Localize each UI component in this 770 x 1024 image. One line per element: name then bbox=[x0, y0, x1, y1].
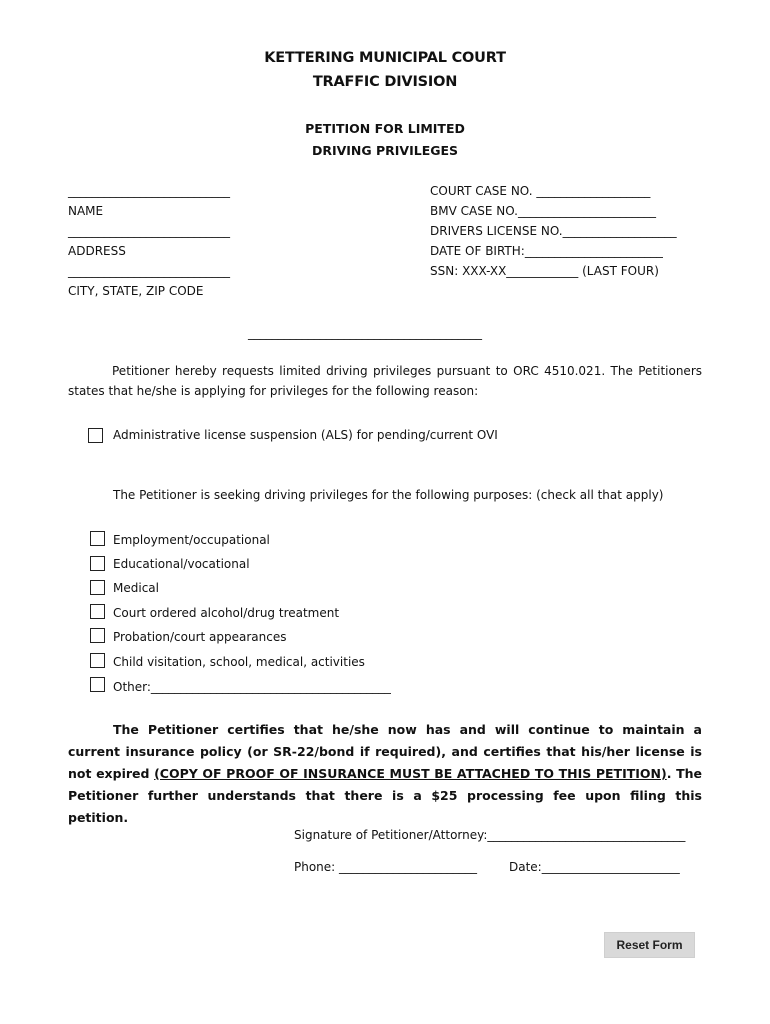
insurance-certification bbox=[68, 719, 702, 829]
insurance-text-part2: . The Petitioner further understands that there is a $25 processing fee upon filing this petition. bbox=[68, 766, 702, 825]
drivers-license-field[interactable]: DRIVERS LICENSE NO.___________________ bbox=[430, 224, 677, 238]
date-field[interactable]: Date:_______________________ bbox=[509, 860, 680, 874]
child-visitation-checkbox[interactable] bbox=[90, 653, 105, 668]
form-title-line2: DRIVING PRIVILEGES bbox=[311, 143, 459, 158]
bmv-case-field[interactable]: BMV CASE NO._______________________ bbox=[430, 204, 656, 218]
date-of-birth-field[interactable]: DATE OF BIRTH:_______________________ bbox=[430, 244, 663, 258]
petition-paragraph: Petitioner hereby requests limited driving privileges pursuant to ORC 4510.021. The Petitioners states that he/she is applying for privileges for the following reason: bbox=[68, 364, 702, 398]
address-label: ADDRESS bbox=[68, 244, 126, 258]
court-case-field[interactable]: COURT CASE NO. ___________________ bbox=[430, 184, 651, 198]
purpose-label: Probation/court appearances bbox=[113, 630, 287, 644]
division-name: TRAFFIC DIVISION bbox=[312, 74, 458, 90]
form-title-line1: PETITION FOR LIMITED bbox=[305, 121, 465, 136]
insurance-proof-notice: (COPY OF PROOF OF INSURANCE MUST BE ATTACHED TO THIS PETITION) bbox=[154, 766, 667, 781]
purpose-label: Child visitation, school, medical, activities bbox=[113, 655, 365, 669]
als-checkbox[interactable] bbox=[88, 428, 103, 443]
ssn-field[interactable]: SSN: XXX-XX____________ (LAST FOUR) bbox=[430, 264, 659, 278]
city-field-line[interactable]: ___________________________ bbox=[68, 264, 230, 278]
purpose-label: Medical bbox=[113, 581, 159, 595]
purpose-label: Court ordered alcohol/drug treatment bbox=[113, 606, 340, 620]
purpose-label: Educational/vocational bbox=[113, 557, 250, 571]
court-name: KETTERING MUNICIPAL COURT bbox=[264, 50, 506, 66]
purpose-label: Employment/occupational bbox=[113, 533, 270, 547]
signature-field[interactable]: Signature of Petitioner/Attorney:_________________________________ bbox=[294, 828, 686, 842]
name-field-line[interactable]: ___________________________ bbox=[68, 184, 230, 198]
name-label: NAME bbox=[68, 204, 104, 218]
city-state-zip-label: CITY, STATE, ZIP CODE bbox=[68, 284, 204, 298]
other-checkbox[interactable] bbox=[90, 677, 105, 692]
educational-checkbox[interactable] bbox=[90, 556, 105, 571]
employment-checkbox[interactable] bbox=[90, 531, 105, 546]
phone-field[interactable]: Phone: _______________________ bbox=[294, 860, 478, 874]
purposes-intro: The Petitioner is seeking driving privileges for the following purposes: (check all that apply) bbox=[113, 488, 664, 502]
separator-line: _______________________________________ bbox=[248, 326, 482, 340]
insurance-text-part1: The Petitioner certifies that he/she now has and will continue to maintain a current insurance policy (or SR-22/bond if required), and certifies that his/her license is not expired bbox=[68, 722, 702, 781]
address-field-line[interactable]: ___________________________ bbox=[68, 224, 230, 238]
treatment-checkbox[interactable] bbox=[90, 604, 105, 619]
medical-checkbox[interactable] bbox=[90, 580, 105, 595]
probation-checkbox[interactable] bbox=[90, 628, 105, 643]
other-purpose-field[interactable]: Other:________________________________________ bbox=[113, 680, 391, 694]
reset-form-button[interactable]: Reset Form bbox=[604, 932, 695, 958]
als-option-label: Administrative license suspension (ALS) for pending/current OVI bbox=[113, 428, 498, 442]
